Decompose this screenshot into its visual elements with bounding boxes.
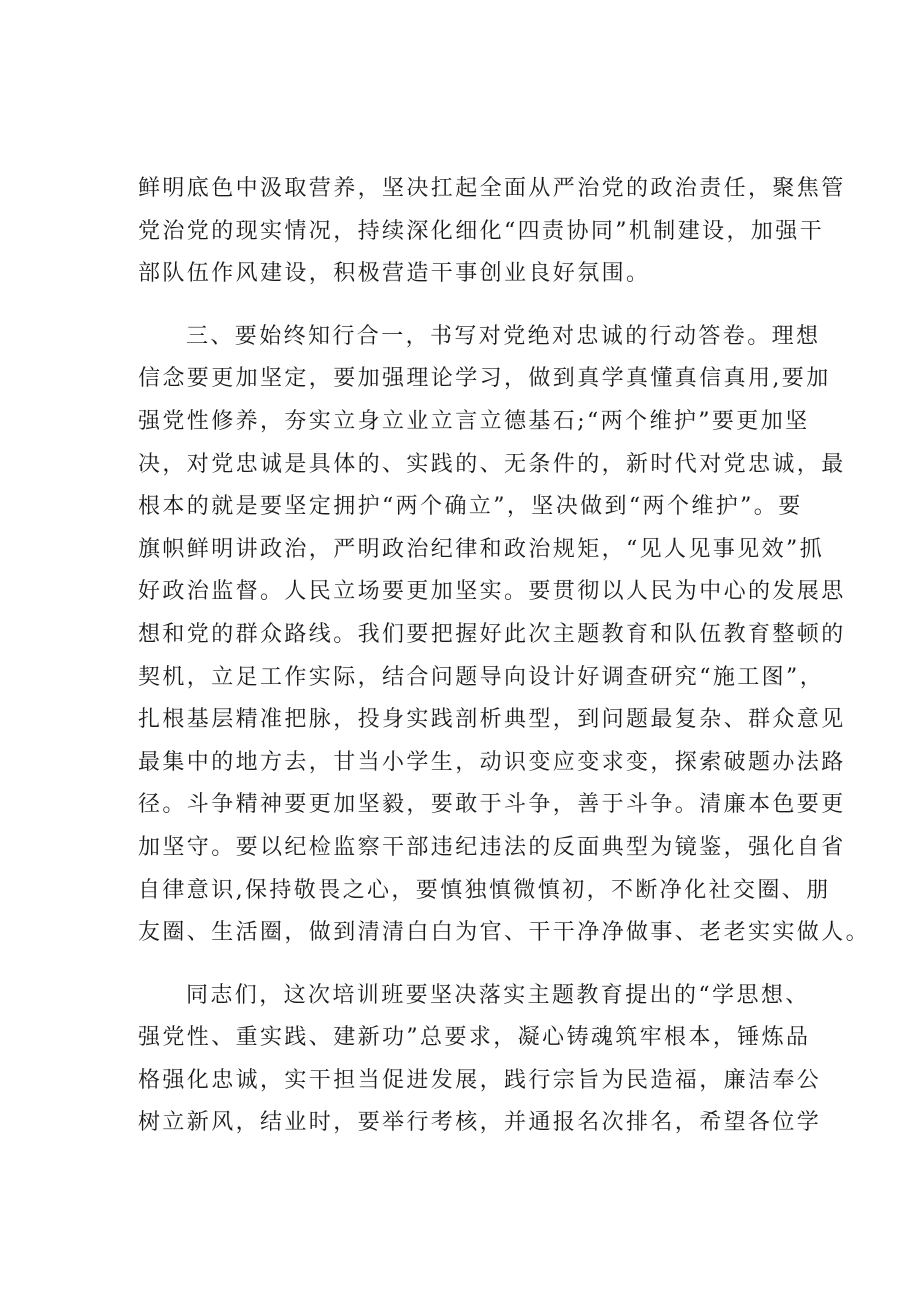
text-line: 鲜明底色中汲取营养，坚决扛起全面从严治党的政治责任，聚焦管: [138, 176, 846, 201]
text-line: 契机，立足工作实际，结合问题导向设计好调查研究“施工图”，: [138, 664, 825, 690]
text-line: 信念要更加坚定，要加强理论学习，做到真学真懂真信真用,要加: [138, 366, 831, 392]
text-line: 格强化忠诚，实干担当促进发展，践行宗旨为民造福，廉洁奉公: [138, 1067, 822, 1093]
text-line: 三、要始终知行合一，书写对党绝对忠诚的行动答卷。理想: [186, 323, 821, 349]
text-line: 强党性、重实践、建新功”总要求，凝心铸魂筑牢根本，锤炼品: [138, 1025, 811, 1051]
text-line: 径。斗争精神要更加坚毅，要敢于斗争，善于斗争。清廉本色要更: [138, 792, 846, 818]
text-line: 党治党的现实情况，持续深化细化“四责协同”机制建设，加强干: [138, 218, 825, 244]
text-line: 树立新风，结业时，要举行考核，并通报名次排名，希望各位学: [138, 1110, 822, 1136]
text-line: 强党性修养，夯实立身立业立言立德基石;“两个维护”要更加坚: [138, 408, 810, 434]
paragraph-1: [138, 168, 846, 296]
text-line: 根本的就是要坚定拥护“两个确立”，坚决做到“两个维护”。要: [138, 494, 803, 520]
text-line: 想和党的群众路线。我们要把握好此次主题教育和队伍教育整顿的: [138, 621, 846, 647]
paragraph-2: [138, 316, 871, 955]
text-line: 同志们，这次培训班要坚决落实主题教育提出的“学思想、: [186, 982, 810, 1008]
text-line: 加坚守。要以纪检监察干部违纪违法的反面典型为镜鉴，强化自省: [138, 834, 846, 860]
text-line: 自律意识,保持敬畏之心，要慎独慎微慎初，不断净化社交圈、朋: [138, 877, 831, 903]
text-line: 最集中的地方去，甘当小学生，动识变应变求变，探索破题办法路: [138, 749, 846, 775]
text-line: 决，对党忠诚是具体的、实践的、无条件的，新时代对党忠诚，最: [138, 451, 846, 477]
text-line: 好政治监督。人民立场要更加坚实。要贯彻以人民为中心的发展思: [138, 579, 846, 605]
text-line: 扎根基层精准把脉，投身实践剖析典型，到问题最复杂、群众意见: [138, 707, 846, 733]
text-line: 旗帜鲜明讲政治，严明政治纪律和政治规矩，“见人见事见效”抓: [138, 536, 825, 562]
paragraph-3: [138, 975, 822, 1145]
document-body: [138, 168, 871, 1145]
text-line: 友圈、生活圈，做到清清白白为官、干干净净做事、老老实实做人。: [138, 920, 871, 946]
text-line: 部队伍作风建设，积极营造干事创业良好氛围。: [138, 261, 651, 287]
